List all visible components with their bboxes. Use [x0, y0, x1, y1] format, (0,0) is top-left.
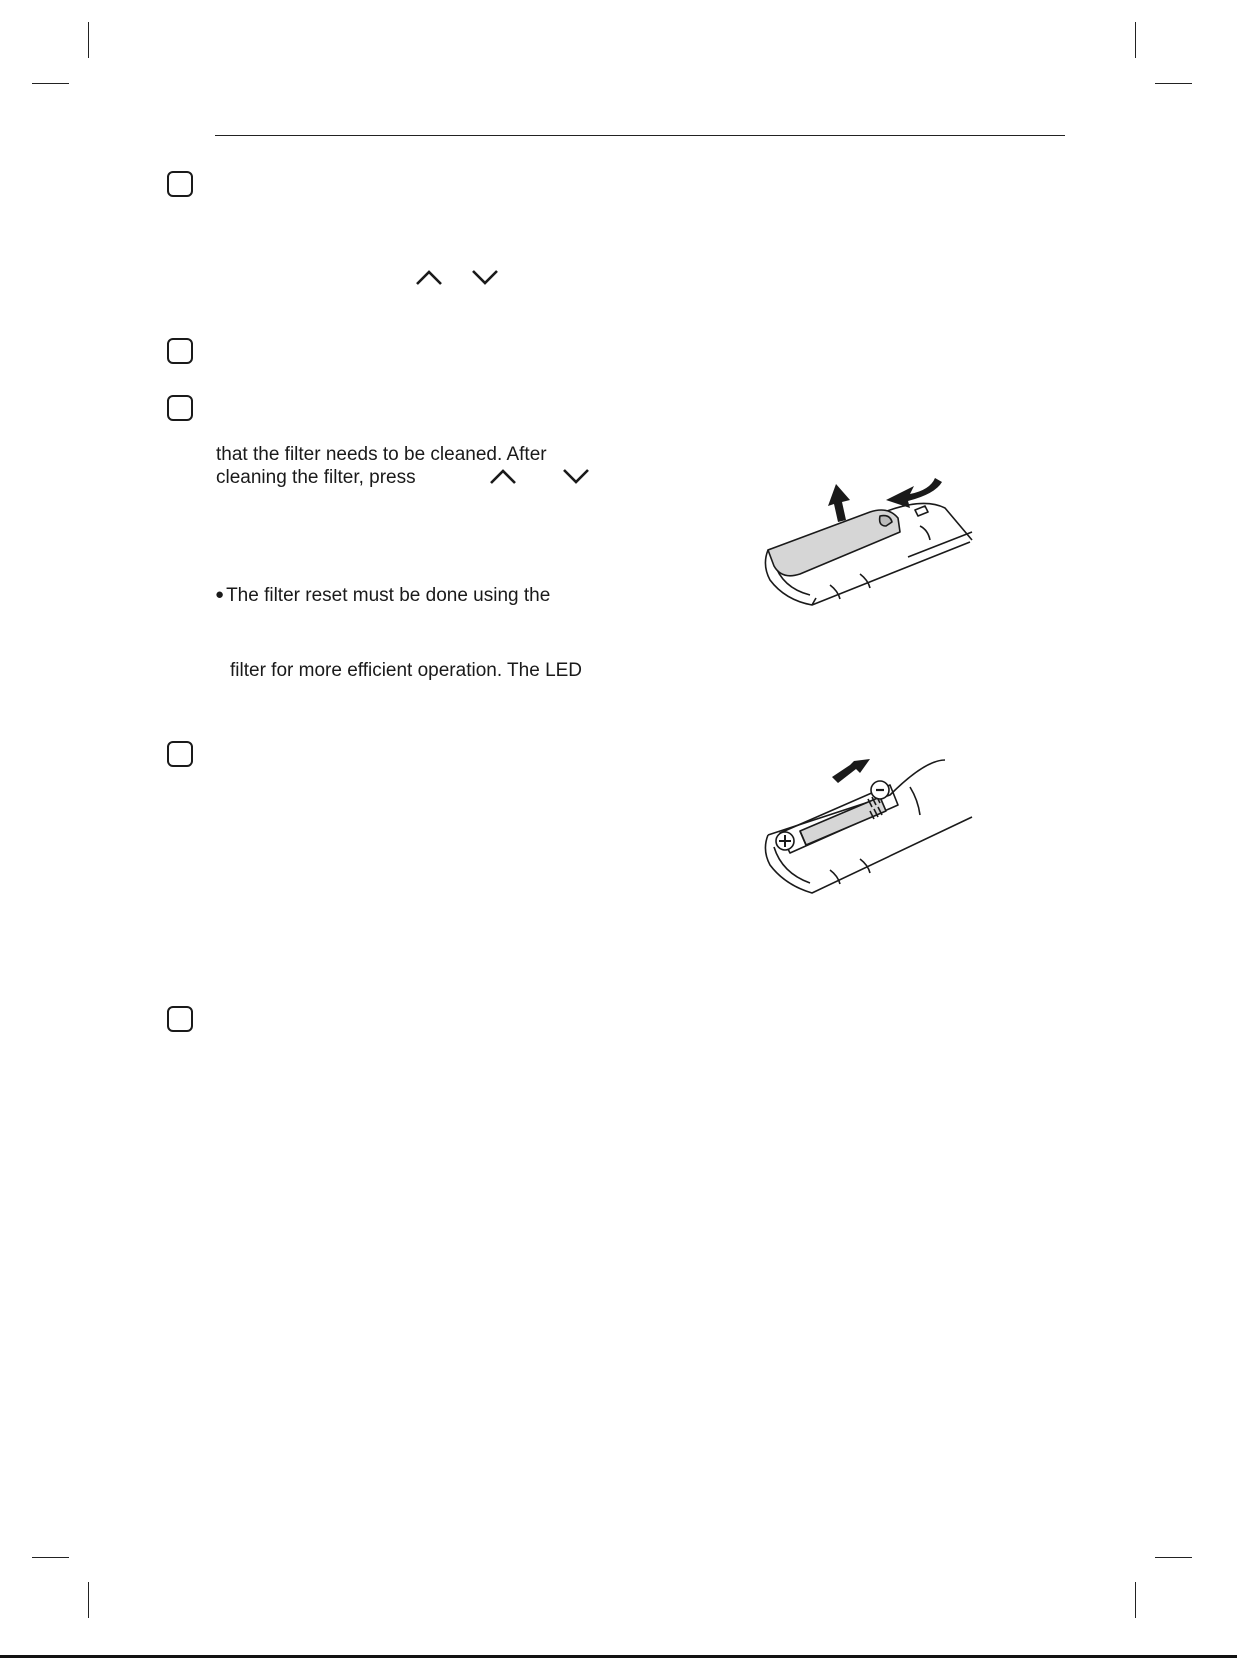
step-box — [167, 171, 193, 197]
section-text-line: that the filter needs to be cleaned. After — [216, 444, 547, 465]
crop-mark — [1155, 1557, 1192, 1558]
battery-insertion-figure — [760, 755, 980, 905]
step-box — [167, 395, 193, 421]
chevron-up-icon — [415, 268, 443, 286]
crop-mark — [32, 1557, 69, 1558]
crop-mark — [1135, 22, 1136, 58]
crop-mark — [32, 83, 69, 84]
bullet-text-line: filter for more efficient operation. The LED — [230, 660, 583, 681]
bullet-text: The filter reset must be done using the — [226, 585, 551, 606]
chevron-up-icon — [489, 467, 517, 485]
header-rule — [215, 135, 1065, 136]
crop-mark — [1155, 83, 1192, 84]
chevron-down-icon — [562, 467, 590, 485]
section-text-line: cleaning the filter, press — [216, 467, 416, 488]
crop-mark — [88, 22, 89, 58]
step-box — [167, 338, 193, 364]
bullet-icon: ● — [215, 586, 225, 603]
bullet-text-line — [215, 584, 550, 608]
remote-cover-removal-figure — [760, 470, 980, 615]
crop-mark — [1135, 1582, 1136, 1618]
step-box — [167, 1006, 193, 1032]
crop-mark — [88, 1582, 89, 1618]
step-box — [167, 741, 193, 767]
chevron-down-icon — [471, 268, 499, 286]
